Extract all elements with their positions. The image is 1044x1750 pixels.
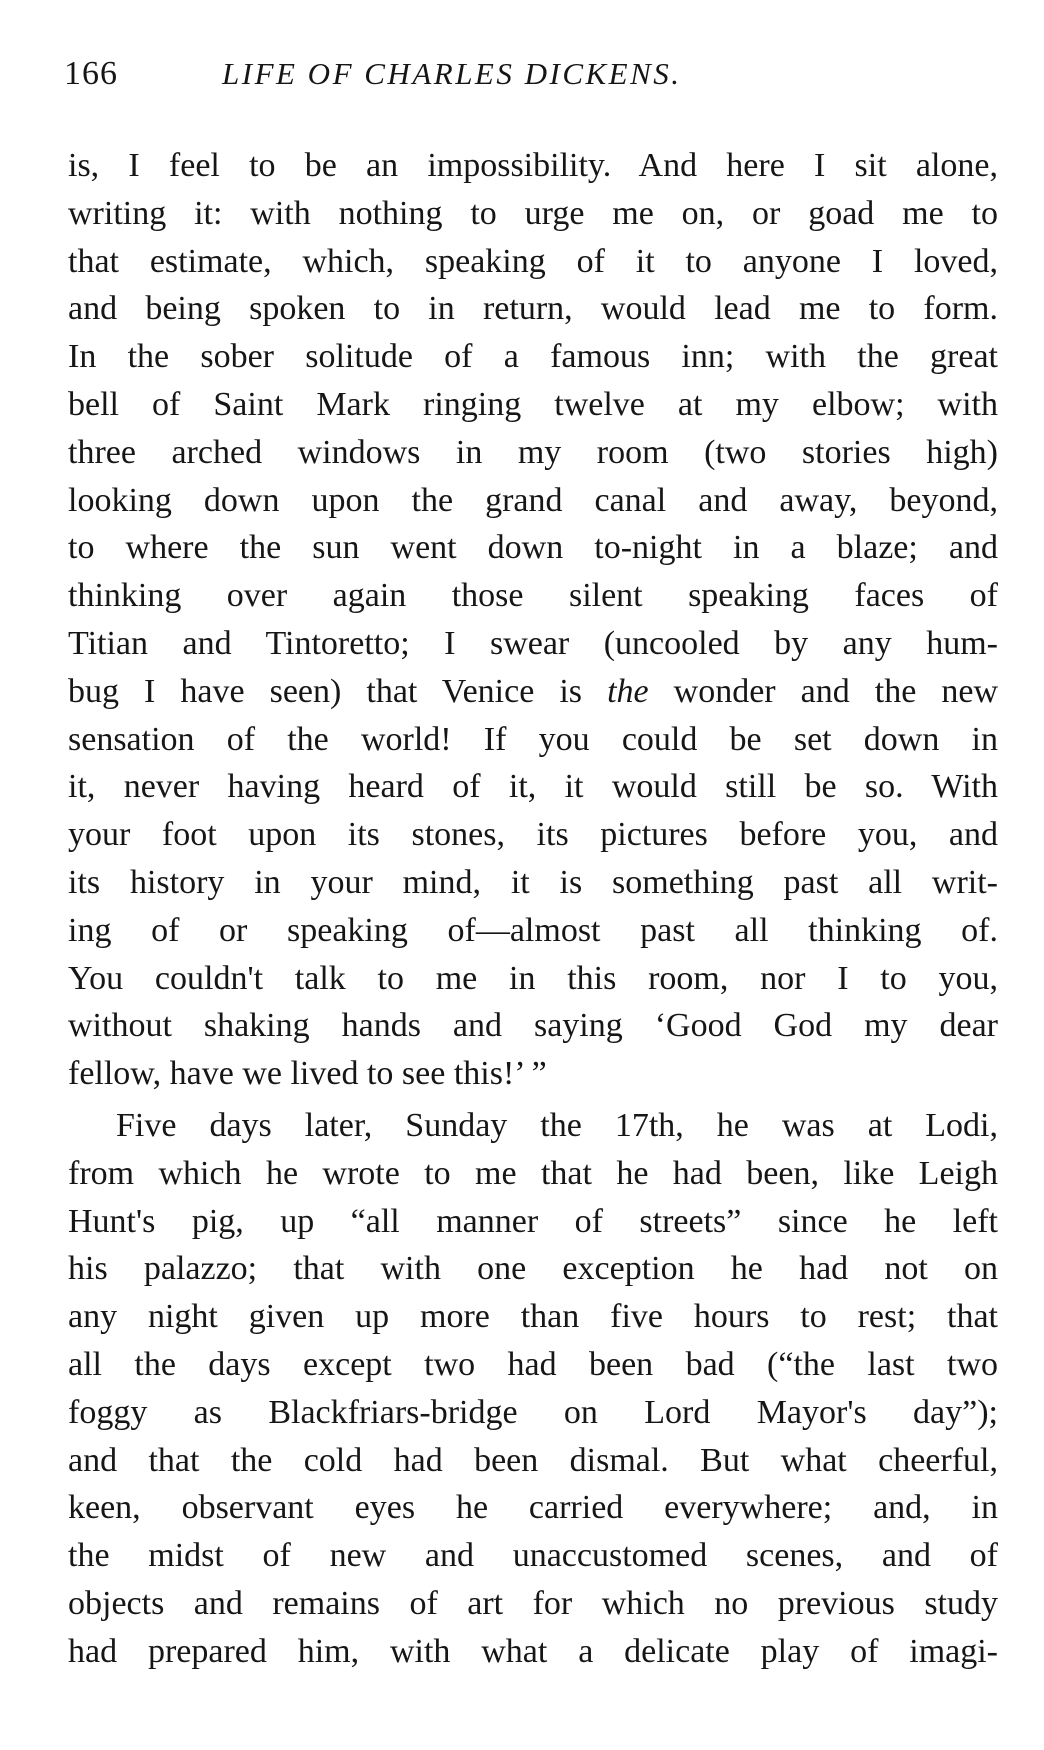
text-line: bell of Saint Mark ringing twelve at my elbow; with [68,385,998,423]
text-line: your foot upon its stones, its pictures before you, and [68,816,998,854]
text-line: and being spoken to in return, would lead me to form. [68,290,998,328]
running-title: LIFE OF CHARLES DICKENS. [222,56,682,91]
text-line: three arched windows in my room (two stories high) [68,433,998,471]
text-line: its history in your mind, it is something past all writ- [68,863,998,901]
text-line: sensation of the world! If you could be set down in [68,720,998,758]
text-line: writing it: with nothing to urge me on, or goad me to [68,194,998,232]
text-line: had prepared him, with what a delicate play of imagi- [68,1632,998,1670]
text-line: thinking over again those silent speaking faces of [68,577,998,615]
text-line: it, never having heard of it, it would still be so. With [68,768,998,806]
text-line: any night given up more than five hours to rest; that [68,1298,998,1336]
body-text [68,142,998,1676]
text-line: Hunt's pig, up “all manner of streets” since he left [68,1202,998,1240]
text-line: foggy as Blackfriars-bridge on Lord Mayor's day”); [68,1393,998,1431]
text-line: is, I feel to be an impossibility. And here I sit alone, [68,147,998,184]
paragraph-2 [68,1102,998,1676]
text-line: without shaking hands and saying ‘Good God my dear [68,1007,998,1045]
text-line-with-emphasis: bug I have seen) that Venice is the wonder and the new [68,672,998,710]
text-line: and that the cold had been dismal. But what cheerful, [68,1441,998,1479]
text-line: the midst of new and unaccustomed scenes, and of [68,1537,998,1575]
text-line: Titian and Tintoretto; I swear (uncooled by any hum- [68,624,998,662]
text-line: In the sober solitude of a famous inn; with the great [68,338,998,376]
page-number: 166 [64,55,118,92]
text-line: looking down upon the grand canal and away, beyond, [68,481,998,519]
text-line: from which he wrote to me that he had been, like Leigh [68,1154,998,1192]
text-line: to where the sun went down to-night in a blaze; and [68,529,998,567]
paragraph-1 [68,142,998,1098]
page-header [64,52,999,96]
text-line: keen, observant eyes he carried everywhere; and, in [68,1489,998,1527]
text-line: Five days later, Sunday the 17th, he was at Lodi, [116,1106,998,1144]
text-line: objects and remains of art for which no previous study [68,1584,998,1622]
text-line: his palazzo; that with one exception he had not on [68,1250,998,1288]
text-line: all the days except two had been bad (“the last two [68,1345,998,1383]
text-line: that estimate, which, speaking of it to anyone I loved, [68,242,998,280]
text-line: You couldn't talk to me in this room, nor I to you, [68,959,998,997]
text-line: fellow, have we lived to see this!’ ” [68,1055,547,1093]
text-line: ing of or speaking of—almost past all thinking of. [68,911,998,949]
emphasized-word: the [607,672,649,710]
